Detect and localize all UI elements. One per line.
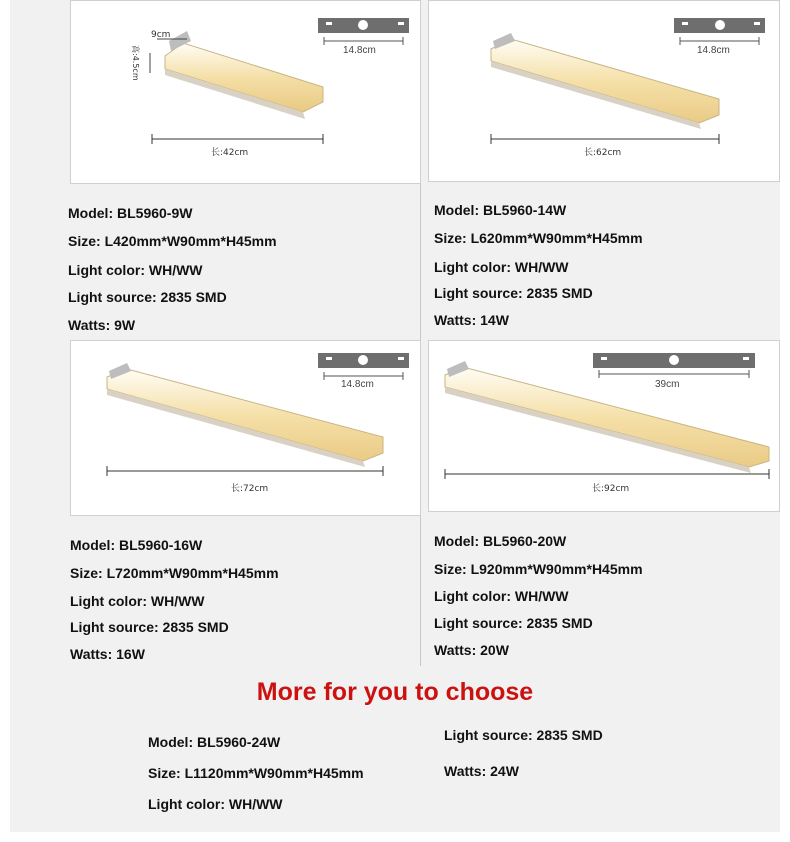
product-image-14w xyxy=(428,0,780,182)
product-image-16w xyxy=(70,340,421,516)
light-color-label: Light color: WH/WW xyxy=(68,262,203,278)
size-label: Size: L620mm*W90mm*H45mm xyxy=(434,230,643,246)
size-label: Size: L420mm*W90mm*H45mm xyxy=(68,233,277,249)
more-size-label: Size: L1120mm*W90mm*H45mm xyxy=(148,765,364,781)
bracket-width-label: 14.8cm xyxy=(343,45,376,56)
height-dimension-label: 高:4.5cm xyxy=(131,45,140,81)
light-bar-drawing xyxy=(429,341,779,511)
model-label: Model: BL5960-9W xyxy=(68,205,193,221)
more-light-source-label: Light source: 2835 SMD xyxy=(444,727,603,743)
watts-label: Watts: 9W xyxy=(68,317,136,333)
light-source-label: Light source: 2835 SMD xyxy=(434,285,593,301)
bracket-width-label: 14.8cm xyxy=(697,45,730,56)
more-model-label: Model: BL5960-24W xyxy=(148,734,281,750)
product-image-20w xyxy=(428,340,780,512)
bracket-width-label: 39cm xyxy=(655,379,680,390)
more-headline: More for you to choose xyxy=(256,678,534,706)
size-label: Size: L920mm*W90mm*H45mm xyxy=(434,561,643,577)
light-bar-drawing xyxy=(429,1,779,181)
model-label: Model: BL5960-16W xyxy=(70,537,203,553)
light-source-label: Light source: 2835 SMD xyxy=(68,289,227,305)
more-watts-label: Watts: 24W xyxy=(444,763,519,779)
light-color-label: Light color: WH/WW xyxy=(70,593,205,609)
light-color-label: Light color: WH/WW xyxy=(434,588,569,604)
light-source-label: Light source: 2835 SMD xyxy=(434,615,593,631)
product-image-9w xyxy=(70,0,421,184)
length-dimension-label: 长:92cm xyxy=(592,484,630,494)
watts-label: Watts: 14W xyxy=(434,312,509,328)
model-label: Model: BL5960-14W xyxy=(434,202,567,218)
size-label: Size: L720mm*W90mm*H45mm xyxy=(70,565,279,581)
product-specs-14w xyxy=(434,203,643,327)
light-bar-drawing xyxy=(71,341,420,515)
model-label: Model: BL5960-20W xyxy=(434,533,567,549)
length-dimension-label: 长:42cm xyxy=(211,148,249,158)
width-dimension-label: 9cm xyxy=(151,30,171,40)
light-bar-drawing xyxy=(71,1,420,183)
product-specs-9w xyxy=(68,206,277,332)
watts-label: Watts: 16W xyxy=(70,646,145,662)
length-dimension-label: 长:62cm xyxy=(584,148,622,158)
length-dimension-label: 长:72cm xyxy=(231,484,269,494)
watts-label: Watts: 20W xyxy=(434,642,509,658)
product-specs-20w xyxy=(434,534,643,657)
light-color-label: Light color: WH/WW xyxy=(434,259,569,275)
light-source-label: Light source: 2835 SMD xyxy=(70,619,229,635)
product-specs-16w xyxy=(70,538,279,661)
bracket-width-label: 14.8cm xyxy=(341,379,374,390)
more-light-color-label: Light color: WH/WW xyxy=(148,796,283,812)
